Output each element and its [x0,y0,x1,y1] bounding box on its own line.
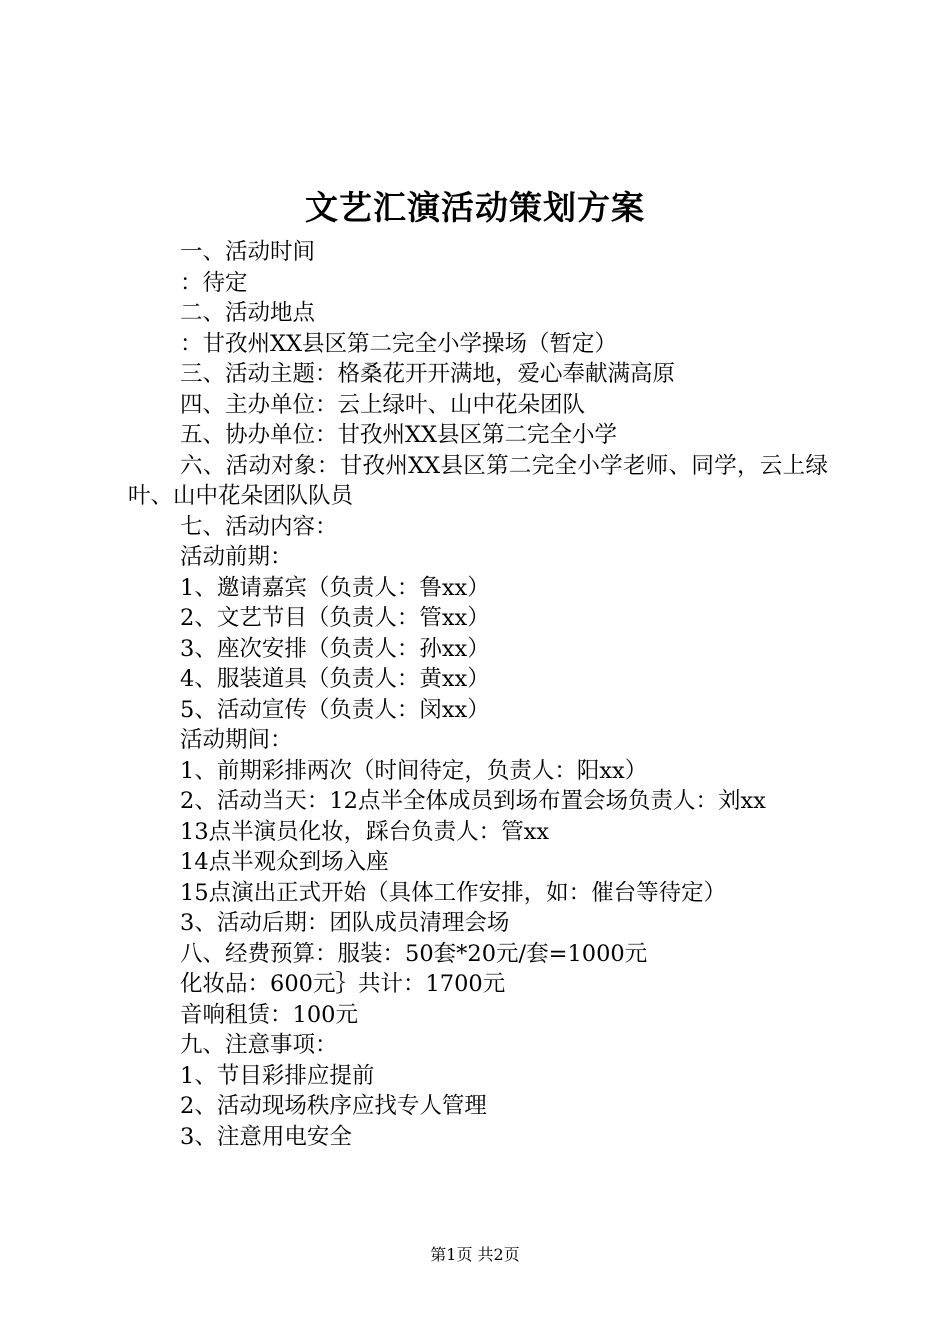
subheading-pre-event: 活动前期： [180,544,293,570]
section-audience: 六、活动对象：甘孜州XX县区第二完全小学老师、同学，云上绿叶、山中花朵团队队员 [128,452,828,509]
budget-item: 音响租赁：100元 [180,1001,358,1028]
section-heading-content: 七、活动内容： [180,513,338,540]
section-heading-location: 二、活动地点 [180,300,316,326]
section-heading-time: 一、活动时间 [180,239,316,265]
document-body [128,237,828,1152]
list-item: 13点半演员化妆，踩台负责人：管xx [180,818,550,845]
list-item: 1、前期彩排两次（时间待定，负责人：阳xx） [180,757,648,784]
list-item: 3、座次安排（负责人：孙xx） [180,635,490,662]
location-value: ：甘孜州XX县区第二完全小学操场（暂定） [180,330,618,357]
budget-item: 化妆品：600元｝共计：1700元 [180,971,506,997]
time-value: ：待定 [180,269,248,296]
list-item: 1、节目彩排应提前 [180,1062,375,1089]
section-organizer: 四、主办单位：云上绿叶、山中花朵团队 [180,391,586,418]
section-budget: 八、经费预算：服装：50套*20元/套=1000元 [180,940,648,967]
list-item: 14点半观众到场入座 [180,849,389,875]
list-item: 3、注意用电安全 [180,1123,352,1150]
section-heading-notes: 九、注意事项： [180,1032,338,1058]
document-title: 文艺汇演活动策划方案 [305,188,645,227]
list-item: 2、文艺节目（负责人：管xx） [180,605,490,631]
page-number-footer: 第1页 共2页 [430,1245,520,1264]
subheading-during-event: 活动期间： [180,727,293,753]
list-item: 3、活动后期：团队成员清理会场 [180,910,510,936]
list-item: 5、活动宣传（负责人：闵xx） [180,696,490,723]
list-item: 4、服装道具（负责人：黄xx） [180,666,490,692]
list-item: 15点演出正式开始（具体工作安排，如：催台等待定） [180,879,727,906]
list-item: 2、活动当天：12点半全体成员到场布置会场负责人：刘xx [180,788,766,814]
list-item: 2、活动现场秩序应找专人管理 [180,1093,487,1119]
section-co-organizer: 五、协办单位：甘孜州XX县区第二完全小学 [180,422,618,448]
section-theme: 三、活动主题：格桑花开开满地，爱心奉献满高原 [180,361,676,387]
list-item: 1、邀请嘉宾（负责人：鲁xx） [180,574,490,601]
